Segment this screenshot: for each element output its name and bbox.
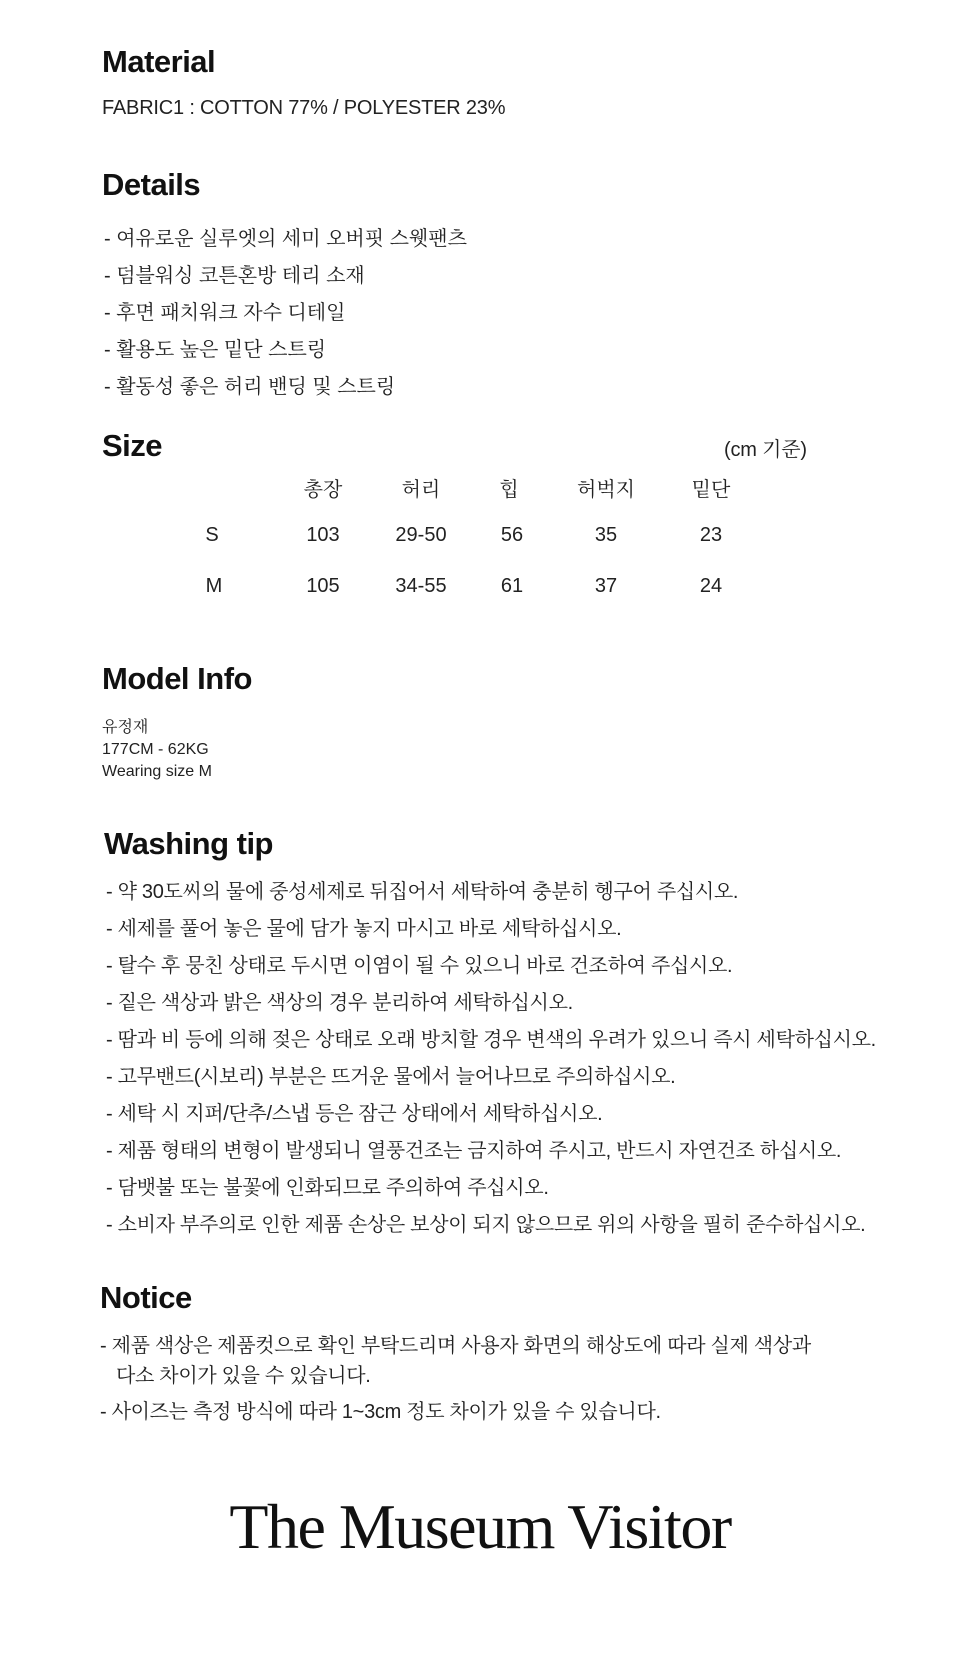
details-heading: Details xyxy=(102,167,201,202)
size-col-header: 힙 xyxy=(499,479,519,501)
model-name: 유정재 xyxy=(102,719,149,736)
washing-tip-item: - 탈수 후 뭉친 상태로 두시면 이염이 될 수 있으니 바로 건조하여 주십시오. xyxy=(106,955,733,977)
washing-tip-item: - 고무밴드(시보리) 부분은 뜨거운 물에서 늘어나므로 주의하십시오. xyxy=(106,1066,676,1088)
size-cell: 34-55 xyxy=(395,575,447,597)
notice-heading: Notice xyxy=(100,1280,192,1315)
size-cell: 29-50 xyxy=(395,524,447,546)
size-cell: 61 xyxy=(500,575,524,597)
size-cell: 103 xyxy=(306,524,340,546)
washing-tip-item: - 소비자 부주의로 인한 제품 손상은 보상이 되지 않으므로 위의 사항을 필히 준수하십시오. xyxy=(106,1214,866,1236)
size-cell: 23 xyxy=(699,524,723,546)
details-item: - 덤블워싱 코튼혼방 테리 소재 xyxy=(104,265,365,287)
size-col-header: 총장 xyxy=(303,479,343,501)
size-row-label: S xyxy=(205,524,219,546)
size-row-label: M xyxy=(205,575,223,597)
washing-tip-item: - 세제를 풀어 놓은 물에 담가 놓지 마시고 바로 세탁하십시오. xyxy=(106,918,622,940)
washing-tip-item: - 담뱃불 또는 불꽃에 인화되므로 주의하여 주십시오. xyxy=(106,1177,549,1199)
size-col-header: 밑단 xyxy=(691,479,731,501)
washing-tip-item: - 세탁 시 지퍼/단추/스냅 등은 잠근 상태에서 세탁하십시오. xyxy=(106,1103,603,1125)
size-col-header: 허벅지 xyxy=(577,479,635,501)
notice-item-line: - 제품 색상은 제품컷으로 확인 부탁드리며 사용자 화면의 해상도에 따라 실제 색상과 xyxy=(100,1335,811,1357)
details-item: - 후면 패치워크 자수 디테일 xyxy=(104,302,346,324)
size-cell: 35 xyxy=(594,524,618,546)
size-cell: 56 xyxy=(500,524,524,546)
size-cell: 37 xyxy=(594,575,618,597)
model-body: 177CM - 62KG xyxy=(102,741,209,758)
details-item: - 여유로운 실루엣의 세미 오버핏 스웻팬츠 xyxy=(104,228,467,250)
details-item: - 활용도 높은 밑단 스트링 xyxy=(104,339,327,361)
size-unit-note: (cm 기준) xyxy=(724,439,807,461)
notice-item xyxy=(100,1331,811,1391)
model-wearing-size: Wearing size M xyxy=(102,763,212,780)
model-info-heading: Model Info xyxy=(102,661,252,696)
washing-tip-item: - 짙은 색상과 밝은 색상의 경우 분리하여 세탁하십시오. xyxy=(106,992,573,1014)
size-cell: 105 xyxy=(306,575,340,597)
material-heading: Material xyxy=(102,44,216,79)
brand-logo: The Museum Visitor xyxy=(229,1491,731,1562)
details-item: - 활동성 좋은 허리 밴딩 및 스트링 xyxy=(104,376,396,398)
washing-tip-heading: Washing tip xyxy=(104,826,273,861)
notice-item: - 사이즈는 측정 방식에 따라 1~3cm 정도 차이가 있을 수 있습니다. xyxy=(100,1401,661,1423)
model-info xyxy=(102,717,212,783)
washing-tip-list xyxy=(106,875,876,1245)
notice-list xyxy=(100,1331,811,1433)
washing-tip-item: - 땀과 비 등에 의해 젖은 상태로 오래 방치할 경우 변색의 우려가 있으니 즉시 세탁하십시오. xyxy=(106,1029,876,1051)
washing-tip-item: - 약 30도씨의 물에 중성세제로 뒤집어서 세탁하여 충분히 헹구어 주십시오. xyxy=(106,881,739,903)
size-col-header: 허리 xyxy=(401,479,441,501)
size-cell: 24 xyxy=(699,575,723,597)
size-heading: Size xyxy=(102,428,163,463)
material-text: FABRIC1 : COTTON 77% / POLYESTER 23% xyxy=(102,97,506,119)
washing-tip-item: - 제품 형태의 변형이 발생되니 열풍건조는 금지하여 주시고, 반드시 자연건조 하십시오. xyxy=(106,1140,842,1162)
notice-item-line: 다소 차이가 있을 수 있습니다. xyxy=(116,1365,371,1387)
details-list xyxy=(104,222,467,407)
